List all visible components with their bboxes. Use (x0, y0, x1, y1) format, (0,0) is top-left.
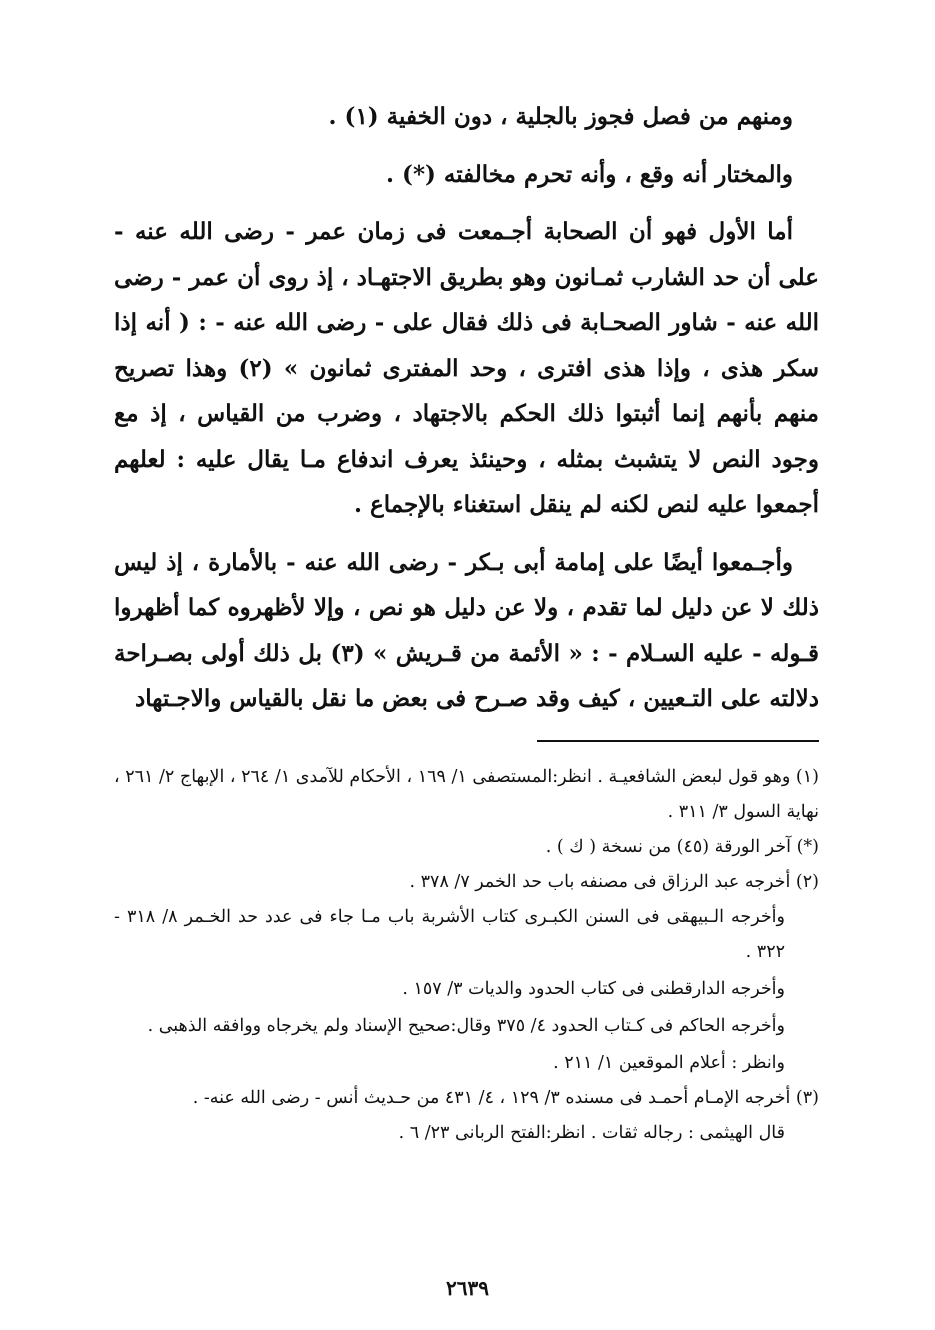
footnote-separator (537, 740, 819, 742)
footnote: (١) وهو قول لبعض الشافعيـة . انظر:المستصفى ١/ ١٦٩ ، الأحكام للآمدى ١/ ٢٦٤ ، الإبهاج ٢/ ٢٦١ ، نهاية السول ٣/ ٣١١ . (114, 767, 819, 822)
footnote-continuation: وانظر : أعلام الموقعين ١/ ٢١١ . (553, 1053, 785, 1073)
footnote: (٢) أخرجه عبد الرزاق فى مصنفه باب حد الخمر ٧/ ٣٧٨ . (409, 872, 819, 892)
footnote: (٣) أخرجه الإمـام أحمـد فى مسنده ٣/ ١٢٩ ، ٤/ ٤٣١ من حـديث أنس - رضى الله عنه- . (192, 1088, 819, 1108)
footnote-continuation: قال الهيثمى : رجاله ثقات . انظر:الفتح الربانى ٢٣/ ٦ . (398, 1123, 785, 1143)
footnote-continuation: وأخرجه الدارقطنى فى كتاب الحدود والديات ٣/ ١٥٧ . (402, 979, 785, 999)
footnote: (*) آخر الورقة (٤٥) من نسخة ( ك ) . (545, 837, 819, 857)
footnote-continuation: وأخرجه الـبيهقى فى السنن الكبـرى كتاب الأشربة باب مـا جاء فى عدد حد الخـمر ٨/ ٣١٨ - ٣٢٢ . (114, 907, 785, 962)
footnotes (114, 760, 819, 1151)
main-paragraph: وأجـمعوا أيضًا على إمامة أبى بـكر - رضى الله عنه - بالأمارة ، إذ ليس ذلك لا عن دليل لما تقدم ، ولا عن دليل هو نص ، وإلا لأظهروه كما أظهروا قـوله - عليه السـلام - : « الأئمة من قـريش » (٣) بل ذلك أولى بصـراحة دلالته على التـعيين ، كيف وقد صـرح فى بعض ما نقل بالقياس والاجـتهاد (114, 548, 819, 712)
main-paragraph: ومنهم من فصل فجوز بالجلية ، دون الخفية (١) . (328, 103, 793, 130)
main-paragraph: والمختار أنه وقع ، وأنه تحرم مخالفته (*) . (386, 160, 793, 188)
footnote-continuation: وأخرجه الحاكم فى كـتاب الحدود ٤/ ٣٧٥ وقال:صحيح الإسناد ولم يخرجاه ووافقه الذهبى . (147, 1016, 785, 1036)
main-text (114, 94, 819, 722)
main-paragraph: أما الأول فهو أن الصحابة أجـمعت فى زمان عمر - رضى الله عنه - على أن حد الشارب ثمـانون وهو بطريق الاجتهـاد ، إذ روى أن عمر - رضى الله عنه - شاور الصحـابة فى ذلك فقال على - رضى الله عنه - : ( أنه إذا سكر هذى ، وإذا هذى افترى ، وحد المفترى ثمانون » (٢) وهذا تصريح منهم بأنهم إنما أثبتوا ذلك الحكم بالاجتهاد ، وضرب من القياس ، إذ مع وجود النص لا يتشبث بمثله ، وحينئذ يعرف اندفاع مـا يقال عليه : لعلهم أجمعوا عليه لنص لكنه لم ينقل استغناء بالإجماع . (113, 218, 819, 518)
page-number: ٢٦٣٩ (446, 1276, 489, 1300)
